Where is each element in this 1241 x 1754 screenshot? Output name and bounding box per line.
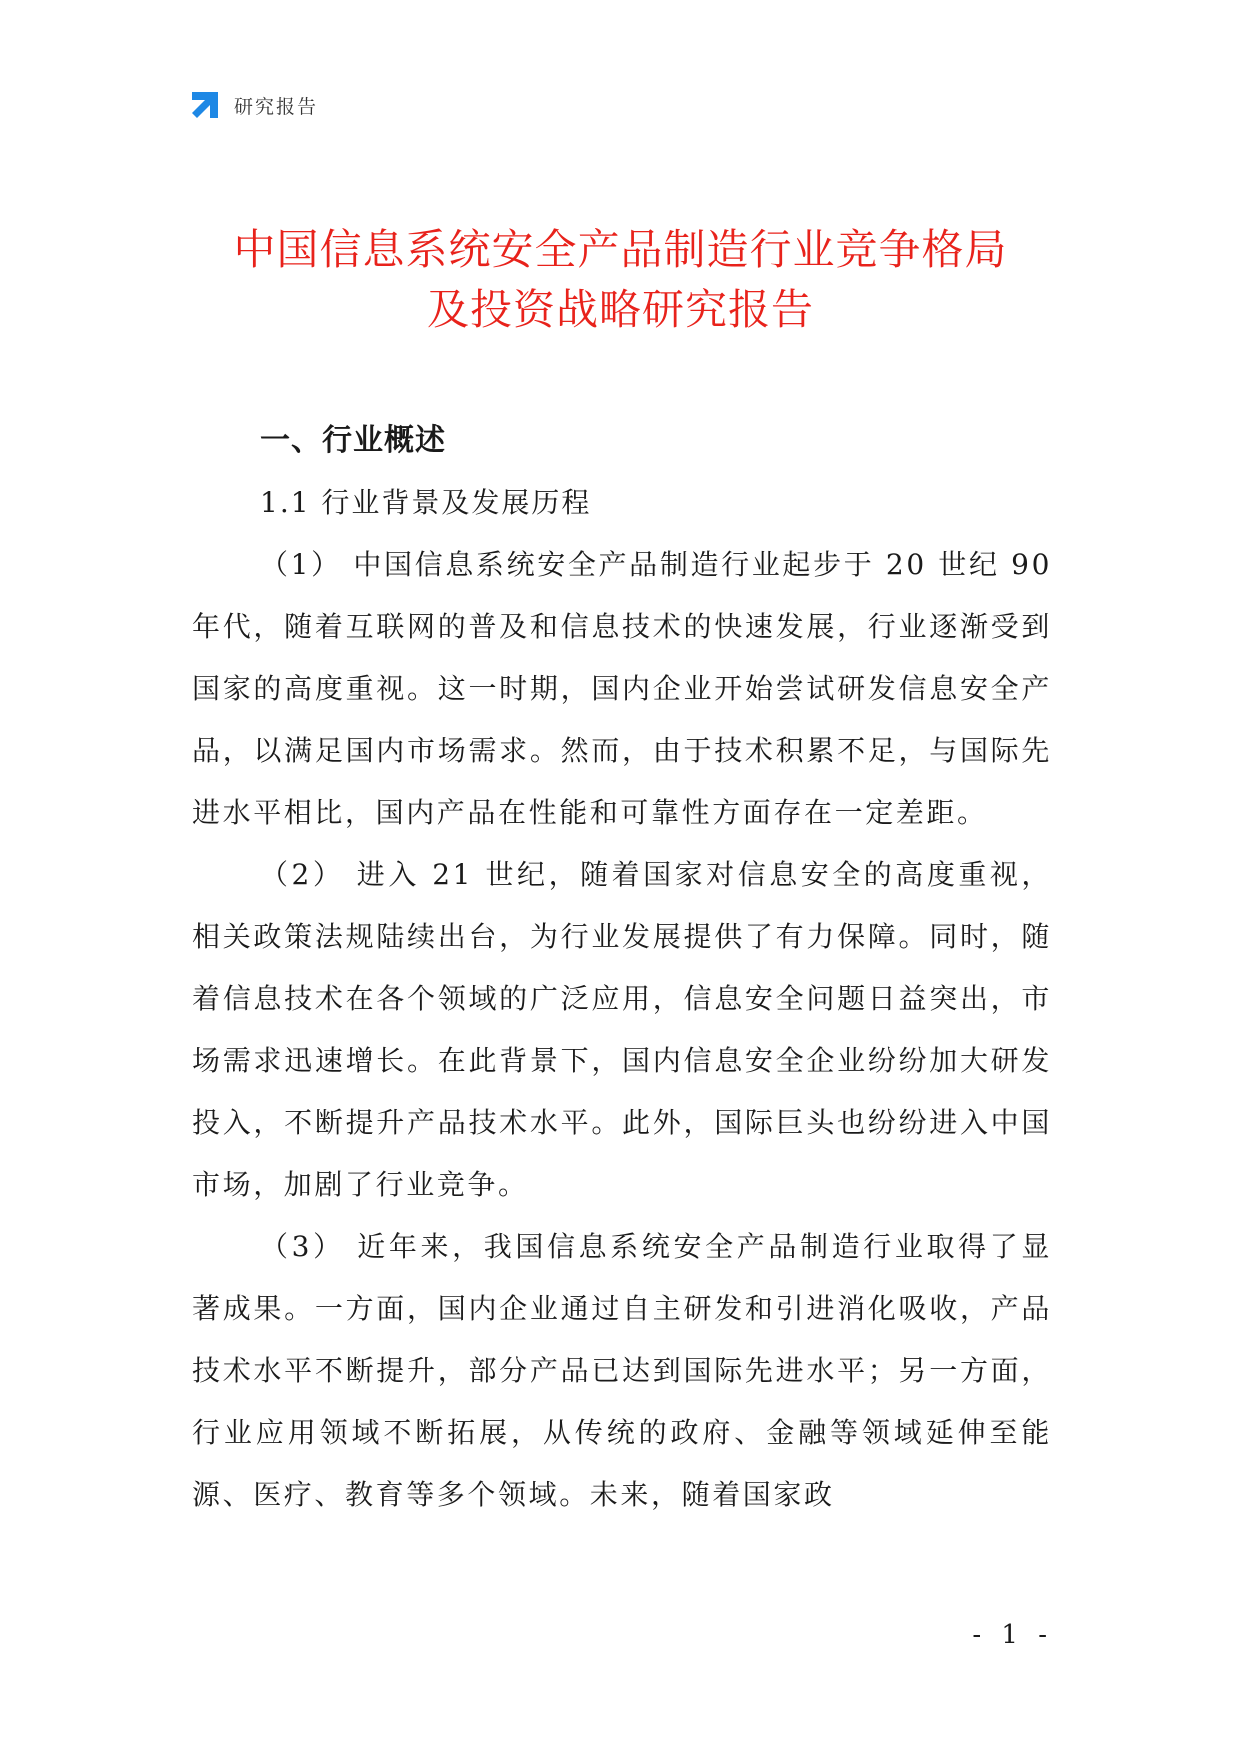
paragraph-2: （2） 进入 21 世纪，随着国家对信息安全的高度重视，相关政策法规陆续出台，为行业发展提供了有力保障。同时，随着信息技术在各个领域的广泛应用，信息安全问题日益突出，市场需求迅速增长。在此背景下，国内信息安全企业纷纷加大研发投入，不断提升产品技术水平。此外，国际巨头也纷纷进入中国市场，加剧了行业竞争。 [192, 858, 1052, 1201]
paragraph-3: （3） 近年来，我国信息系统安全产品制造行业取得了显著成果。一方面，国内企业通过自主研发和引进消化吸收，产品技术水平不断提升，部分产品已达到国际先进水平；另一方面，行业应用领域不断拓展，从传统的政府、金融等领域延伸至能源、医疗、教育等多个领域。未来，随着国家政 [192, 1230, 1052, 1511]
section-subheading: 1.1 行业背景及发展历程 [260, 486, 592, 519]
paragraph-1: （1） 中国信息系统安全产品制造行业起步于 20 世纪 90 年代，随着互联网的普及和信息技术的快速发展，行业逐渐受到国家的高度重视。这一时期，国内企业开始尝试研发信息安全产品，以满足国内市场需求。然而，由于技术积累不足，与国际先进水平相比，国内产品在性能和可靠性方面存在一定差距。 [192, 548, 1052, 829]
document-body [192, 410, 1052, 1526]
section-heading: 一、行业概述 [260, 423, 446, 458]
page-number: - 1 - [972, 1620, 1053, 1650]
header-brand-text: 研究报告 [234, 95, 319, 118]
document-title [150, 220, 1091, 340]
page-header [188, 88, 318, 122]
document-title-line-2: 及投资战略研究报告 [426, 285, 814, 334]
arrow-logo-icon [188, 88, 222, 122]
document-title-line-1: 中国信息系统安全产品制造行业竞争格局 [233, 225, 1008, 274]
